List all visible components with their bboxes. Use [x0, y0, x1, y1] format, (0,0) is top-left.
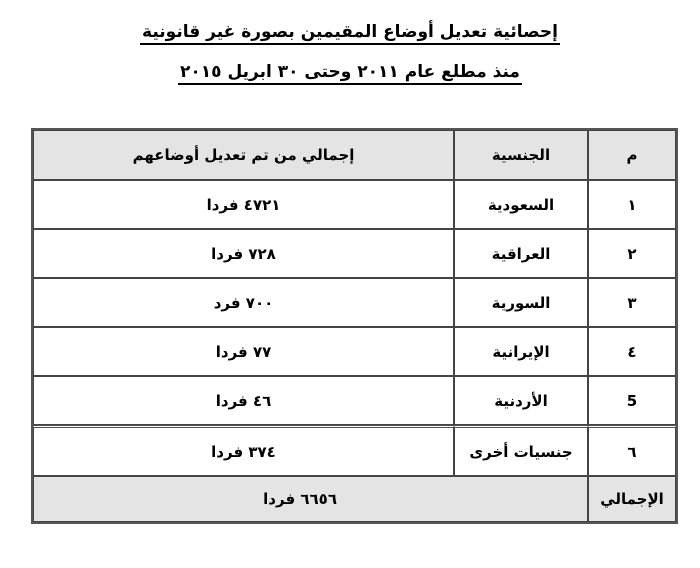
grand-total-label: الإجمالي [588, 476, 676, 522]
grand-total-value: ٦٦٥٦ فردا [33, 476, 588, 522]
row-nationality: الأردنية [454, 376, 588, 425]
row-total: ٧٧ فردا [33, 327, 454, 376]
row-number: ٦ [588, 425, 676, 476]
table-row [33, 278, 676, 327]
title-line-2: منذ مطلع عام ٢٠١١ وحتى ٣٠ ابريل ٢٠١٥ [178, 62, 522, 85]
row-nationality: السعودية [454, 180, 588, 229]
statistics-table [31, 128, 678, 524]
table-row [33, 229, 676, 278]
row-total: ٧٢٨ فردا [33, 229, 454, 278]
row-nationality: جنسيات أخرى [454, 425, 588, 476]
row-number: ٢ [588, 229, 676, 278]
row-number: ٤ [588, 327, 676, 376]
row-total: ٧٠٠ فرد [33, 278, 454, 327]
table-header-row [33, 130, 676, 180]
row-number: ١ [588, 180, 676, 229]
header-number: م [588, 130, 676, 180]
title-line-1: إحصائية تعديل أوضاع المقيمين بصورة غير قانونية [140, 22, 560, 45]
row-nationality: العراقية [454, 229, 588, 278]
table-row [33, 376, 676, 425]
row-nationality: السورية [454, 278, 588, 327]
row-total: ٤٧٢١ فردا [33, 180, 454, 229]
table-row [33, 425, 676, 476]
grand-total-row [33, 476, 676, 522]
header-nationality: الجنسية [454, 130, 588, 180]
row-number: 5 [588, 376, 676, 425]
page-subtitle [0, 60, 700, 84]
row-total: ٣٧٤ فردا [33, 425, 454, 476]
row-nationality: الإيرانية [454, 327, 588, 376]
table-row [33, 327, 676, 376]
header-total: إجمالي من تم تعديل أوضاعهم [33, 130, 454, 180]
row-number: ٣ [588, 278, 676, 327]
table-row [33, 180, 676, 229]
row-total: ٤٦ فردا [33, 376, 454, 425]
page-title [0, 20, 700, 44]
